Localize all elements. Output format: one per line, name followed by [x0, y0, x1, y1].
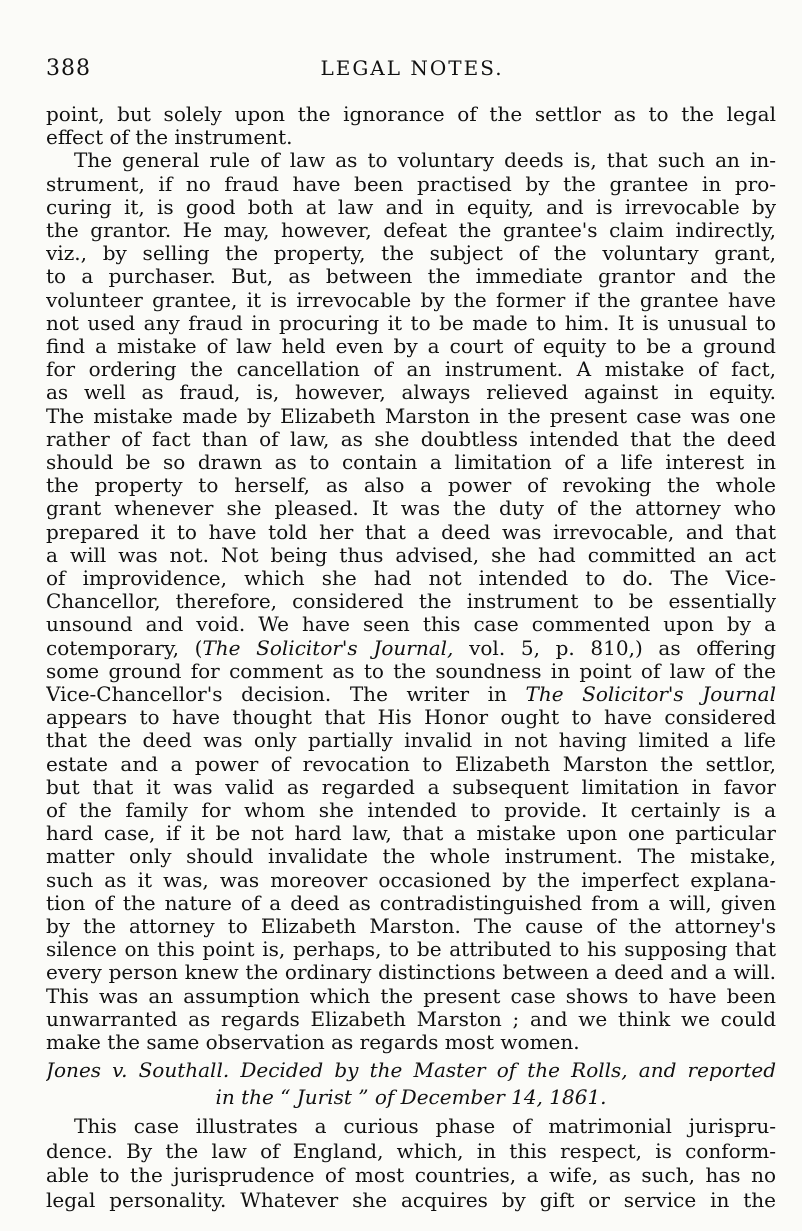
body-text-line: to a purchaser. But, as between the immediate grantor and the [46, 264, 776, 289]
body-text-line: the grantor. He may, however, defeat the grantee's claim indirectly, [46, 218, 776, 242]
body-text-line: not used any fraud in procuring it to be made to him. It is unusual to [46, 310, 776, 335]
journal-title: The Solicitor's Journal [525, 682, 776, 706]
closing-paragraph-line: dence. By the law of England, which, in this respect, is conform- [46, 1138, 776, 1163]
body-text-line: tion of the nature of a deed as contradistinguished from a will, given [46, 890, 776, 915]
body-text-line: hard case, if it be not hard law, that a mistake upon one particular [46, 821, 776, 846]
running-head [46, 56, 778, 86]
body-text-line: some ground for comment as to the soundness in point of law of the [46, 658, 776, 683]
body-text-line: volunteer grantee, it is irrevocable by the former if the grantee have [46, 287, 776, 312]
closing-paragraph-line: This case illustrates a curious phase of matrimonial jurispru- [74, 1114, 776, 1138]
body-text-line: find a mistake of law held even by a court of equity to be a ground [46, 334, 776, 358]
body-text-line: as well as fraud, is, however, always relieved against in equity. [46, 380, 776, 405]
journal-title: The Solicitor's Journal, [202, 635, 454, 660]
running-title: LEGAL NOTES. [320, 56, 504, 80]
body-text-line: viz., by selling the property, the subject of the voluntary grant, [46, 241, 776, 266]
body-text-line: every person knew the ordinary distinctions between a deed and a will. [46, 960, 776, 985]
body-text-line: The general rule of law as to voluntary deeds is, that such an in- [74, 148, 776, 173]
body-text-line: curing it, is good both at law and in equity, and is irrevocable by [46, 194, 776, 219]
body-text-line: of improvidence, which she had not intended to do. The Vice- [46, 566, 776, 590]
body-text-line: silence on this point is, perhaps, to be attributed to his supposing that [46, 937, 776, 962]
body-text-line: unsound and void. We have seen this case commented upon by a [46, 612, 776, 637]
body-text-line: by the attorney to Elizabeth Marston. The cause of the attorney's [46, 914, 776, 938]
body-text-line: This was an assumption which the present case shows to have been [46, 983, 776, 1008]
closing-paragraph-line: able to the jurisprudence of most countries, a wife, as such, has no [46, 1163, 776, 1187]
body-text-line: such as it was, was moreover occasioned by the imperfect explana- [46, 867, 776, 892]
body-text-line: rather of fact than of law, as she doubtless intended that the deed [46, 426, 776, 451]
body-text-line: estate and a power of revocation to Elizabeth Marston the settlor, [46, 751, 776, 776]
body-text-line: The mistake made by Elizabeth Marston in the present case was one [46, 403, 776, 428]
body-text-line: strument, if no fraud have been practised by the grantee in pro- [46, 171, 776, 196]
body-text-line: appears to have thought that His Honor ought to have considered [46, 705, 776, 730]
body-text-line: but that it was valid as regarded a subsequent limitation in favor [46, 774, 776, 799]
body-text-line: of the family for whom she intended to provide. It certainly is a [46, 798, 776, 822]
body-text-line: make the same observation as regards most women. [46, 1030, 580, 1054]
body-text-line: that the deed was only partially invalid in not having limited a life [46, 728, 776, 753]
body-text-line: Vice-Chancellor's decision. The writer in The Solicitor's Journal [46, 682, 776, 706]
body-text-line: prepared it to have told her that a deed was irrevocable, and that [46, 519, 776, 544]
case-heading-line-1: Jones v. Southall. Decided by the Master of the Rolls, and reported [46, 1058, 776, 1082]
body-text-line: Chancellor, therefore, considered the instrument to be essentially [46, 589, 776, 614]
body-text-line: should be so drawn as to contain a limitation of a life interest in [46, 450, 776, 474]
body-text-line: point, but solely upon the ignorance of the settlor as to the legal [46, 102, 776, 126]
body-text-line: effect of the instrument. [46, 125, 293, 150]
page-number: 388 [46, 56, 91, 81]
case-heading-line-2: in the “ Jurist ” of December 14, 1861. [215, 1085, 607, 1109]
body-text-line: matter only should invalidate the whole instrument. The mistake, [46, 844, 776, 869]
body-text-line: a will was not. Not being thus advised, she had committed an act [46, 542, 776, 567]
body-text-line: grant whenever she pleased. It was the duty of the attorney who [46, 496, 776, 521]
body-text-line: for ordering the cancellation of an instrument. A mistake of fact, [46, 357, 776, 382]
body-text-line: unwarranted as regards Elizabeth Marston ; and we think we could [46, 1006, 776, 1031]
body-text-line: cotemporary, (The Solicitor's Journal, vol. 5, p. 810,) as offering [46, 635, 776, 660]
closing-paragraph-line: legal personality. Whatever she acquires by gift or service in the [46, 1187, 776, 1212]
body-text-line: the property to herself, as also a power of revoking the whole [46, 473, 776, 498]
